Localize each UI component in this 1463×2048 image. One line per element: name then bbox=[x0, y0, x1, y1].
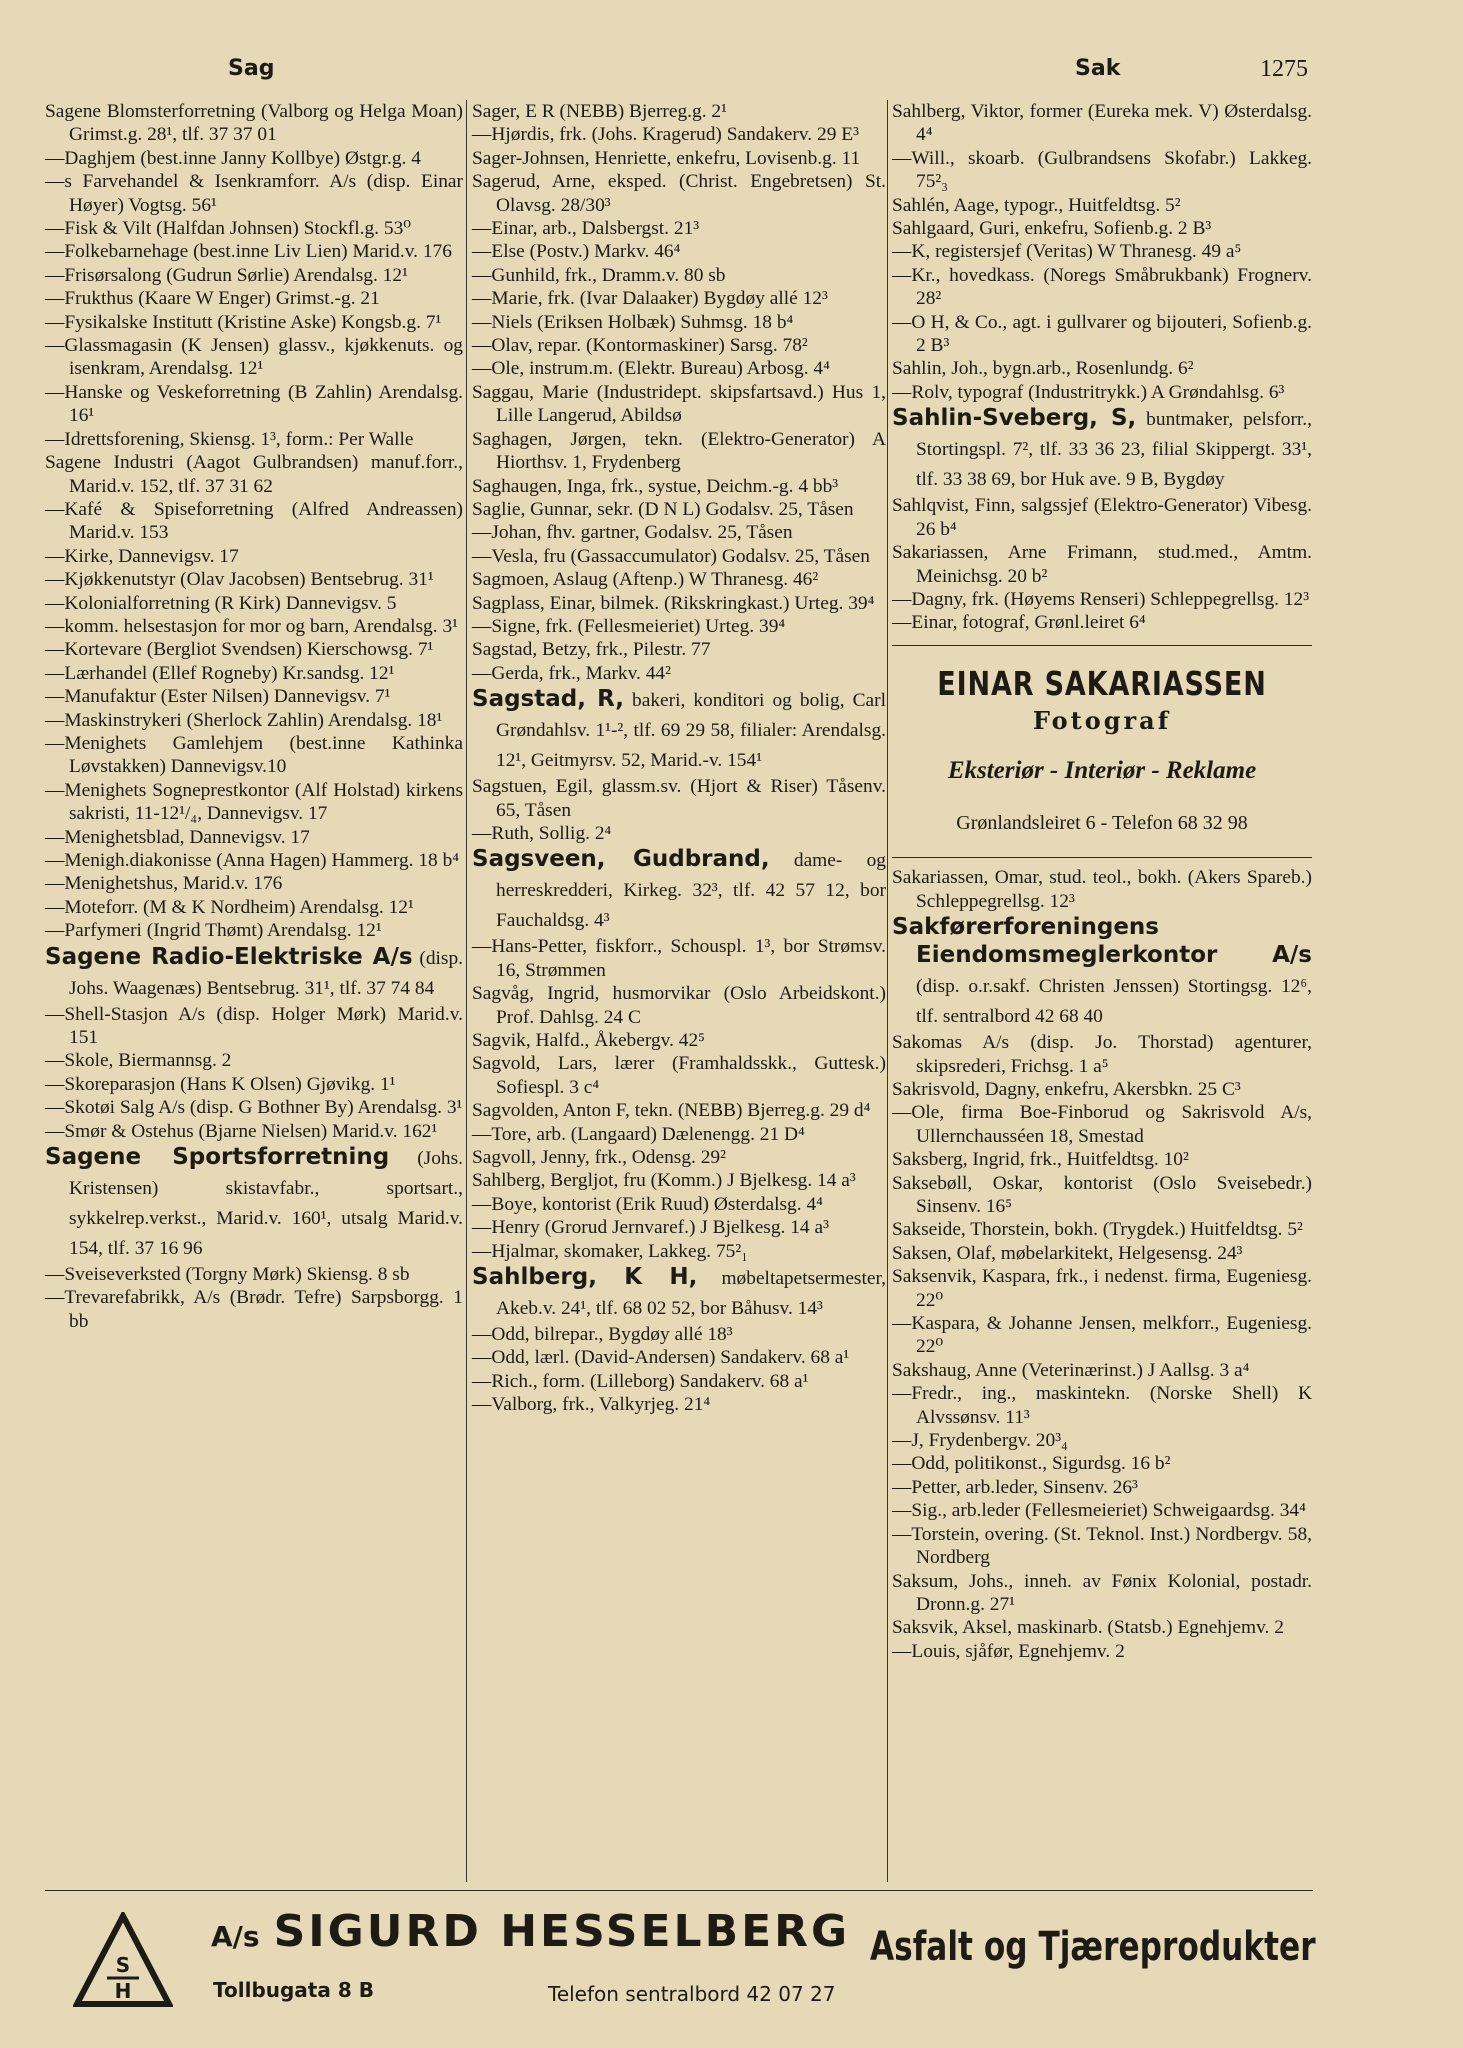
svg-text:H: H bbox=[114, 1979, 132, 2003]
directory-entry: Sagene Industri (Aagot Gulbrandsen) manuf.forr., Marid.v. 152, tlf. 37 31 62 bbox=[45, 452, 463, 497]
directory-entry: —Odd, lærl. (David-Andersen) Sandakerv. 68 a¹ bbox=[472, 1347, 850, 1369]
directory-entry: Saksum, Johs., inneh. av Fønix Kolonial, postadr. Dronn.g. 27¹ bbox=[892, 1570, 1312, 1615]
directory-entry: —Dagny, frk. (Høyems Renseri) Schleppegrellsg. 12³ bbox=[892, 588, 1310, 610]
directory-entry: —Valborg, frk., Valkyrjeg. 21⁴ bbox=[472, 1394, 711, 1416]
directory-entry bbox=[45, 1143, 463, 1263]
running-head-right: Sak bbox=[1075, 56, 1121, 81]
directory-entry: Sahlgaard, Guri, enkefru, Sofienb.g. 2 B³ bbox=[892, 218, 1212, 240]
directory-entry: Saglie, Gunnar, sekr. (D N L) Godalsv. 25, Tåsen bbox=[472, 498, 854, 520]
directory-entry: —Louis, sjåfør, Egnehjemv. 2 bbox=[892, 1640, 1125, 1662]
directory-entry: Saksebøll, Oskar, kontorist (Oslo Sveisebedr.) Sinsenv. 16⁵ bbox=[892, 1172, 1312, 1217]
entry-heading: Sahlberg, K H, bbox=[472, 1264, 698, 1291]
company-phone: Telefon sentralbord 42 07 27 bbox=[548, 1982, 836, 2006]
directory-entry: —Skoreparasjon (Hans K Olsen) Gjøvikg. 1¹ bbox=[45, 1073, 396, 1095]
directory-entry: —K, registersjef (Veritas) W Thranesg. 49 a⁵ bbox=[892, 241, 1242, 263]
directory-entry: Sahlin, Joh., bygn.arb., Rosenlundg. 6² bbox=[892, 358, 1194, 380]
entry-heading: Sagsveen, Gudbrand, bbox=[472, 846, 770, 873]
directory-entry: Saghagen, Jørgen, tekn. (Elektro-Generator) A Hiorthsv. 1, Frydenberg bbox=[472, 428, 886, 474]
directory-entry: —J, Frydenbergv. 20³₄ bbox=[892, 1430, 1068, 1452]
directory-entry: —Kafé & Spiseforretning (Alfred Andreassen) Marid.v. 153 bbox=[45, 498, 463, 544]
directory-entry: —Einar, fotograf, Grønl.leiret 6⁴ bbox=[892, 612, 1146, 634]
directory-entry: —Kaspara, & Johanne Jensen, melkforr., Eugeniesg. 22⁰ bbox=[892, 1313, 1312, 1358]
directory-entry: —Tore, arb. (Langaard) Dælenengg. 21 D⁴ bbox=[472, 1123, 805, 1145]
company-name bbox=[211, 1906, 850, 1957]
directory-entry: Sakariassen, Arne Frimann, stud.med., Amtm. Meinichsg. 20 b² bbox=[892, 542, 1312, 587]
directory-entry: —Lærhandel (Ellef Rogneby) Kr.sandsg. 12¹ bbox=[45, 662, 395, 684]
directory-entry: —Menighets Gamlehjem (best.inne Kathinka Løvstakken) Dannevigsv.10 bbox=[45, 732, 463, 778]
directory-entry: —Kolonialforretning (R Kirk) Dannevigsv. 5 bbox=[45, 592, 397, 614]
directory-entry: Sagvolden, Anton F, tekn. (NEBB) Bjerreg.g. 29 d⁴ bbox=[472, 1100, 871, 1122]
entry-heading: Sahlin-Sveberg, S, bbox=[892, 405, 1137, 432]
directory-entry: Saksvik, Aksel, maskinarb. (Statsb.) Egnehjemv. 2 bbox=[892, 1617, 1284, 1639]
directory-entry: —Niels (Eriksen Holbæk) Suhmsg. 18 b⁴ bbox=[472, 311, 794, 333]
directory-entry: —Parfymeri (Ingrid Thømt) Arendalsg. 12¹ bbox=[45, 920, 382, 942]
company-products: Asfalt og Tjæreprodukter bbox=[870, 1924, 1316, 1970]
company-prefix: A/s bbox=[211, 1920, 260, 1953]
directory-entry: —Skotøi Salg A/s (disp. G Bothner By) Arendalsg. 3¹ bbox=[45, 1097, 463, 1119]
directory-entry: —Johan, fhv. gartner, Godalsv. 25, Tåsen bbox=[472, 522, 793, 544]
directory-entry: Sagstuen, Egil, glassm.sv. (Hjort & Riser) Tåsenv. 65, Tåsen bbox=[472, 776, 886, 821]
directory-entry: —Kr., hovedkass. (Noregs Småbrukbank) Frognerv. 28² bbox=[892, 264, 1312, 310]
directory-entry: —Hanske og Veskeforretning (B Zahlin) Arendalsg. 16¹ bbox=[45, 381, 463, 427]
directory-entry: —Odd, politikonst., Sigurdsg. 16 b² bbox=[892, 1453, 1171, 1475]
directory-entry bbox=[45, 943, 463, 1003]
directory-entry: —Menighetshus, Marid.v. 176 bbox=[45, 873, 283, 895]
directory-entry: Sagvold, Lars, lærer (Framhaldsskk., Guttesk.) Sofiespl. 3 c⁴ bbox=[472, 1053, 886, 1098]
ad-profession: Fotograf bbox=[1032, 706, 1172, 736]
directory-entry: —Einar, arb., Dalsbergst. 21³ bbox=[472, 218, 700, 240]
footer-rule bbox=[45, 1890, 1313, 1891]
directory-entry: —Signe, frk. (Fellesmeieriet) Urteg. 39⁴ bbox=[472, 615, 786, 637]
ad-name: EINAR SAKARIASSEN bbox=[937, 663, 1267, 703]
directory-entry: —s Farvehandel & Isenkramforr. A/s (disp. Einar Høyer) Vogtsg. 56¹ bbox=[45, 171, 463, 216]
column-2 bbox=[472, 100, 886, 1417]
entry-text: (disp. Johs. Waagenæs) Bentsebrug. 31¹, tlf. 37 74 84 bbox=[69, 947, 463, 999]
directory-entry: —Vesla, fru (Gassaccumulator) Godalsv. 25, Tåsen bbox=[472, 545, 870, 567]
directory-entry: —Gerda, frk., Markv. 44² bbox=[472, 662, 671, 684]
ad-services: Eksteriør - Interiør - Reklame bbox=[947, 756, 1257, 784]
directory-entry: —Sig., arb.leder (Fellesmeieriet) Schweigaardsg. 34⁴ bbox=[892, 1500, 1306, 1522]
directory-entry: —Fredr., ing., maskintekn. (Norske Shell) K Alvssønsv. 11³ bbox=[892, 1383, 1312, 1428]
ad-address: Grønlandsleiret 6 - Telefon 68 32 98 bbox=[956, 811, 1248, 834]
directory-entry: —Folkebarnehage (best.inne Liv Lien) Marid.v. 176 bbox=[45, 241, 452, 263]
directory-entry: —Skole, Biermannsg. 2 bbox=[45, 1050, 232, 1072]
directory-entry bbox=[472, 845, 886, 935]
company-street: Tollbugata 8 B bbox=[213, 1978, 374, 2002]
directory-entry: —komm. helsestasjon for mor og barn, Arendalsg. 3¹ bbox=[45, 615, 458, 637]
directory-entry: —Frisørsalong (Gudrun Sørlie) Arendalsg. 12¹ bbox=[45, 264, 408, 286]
directory-entry: —Menighets Sogneprestkontor (Alf Holstad) kirkens sakristi, 11-12¹/₄, Dannevigsv. 17 bbox=[45, 779, 463, 825]
directory-entry: —Ole, instrum.m. (Elektr. Bureau) Arbosg. 4⁴ bbox=[472, 358, 830, 380]
entry-text: møbeltapetsermester, Akeb.v. 24¹, tlf. 68 02 52, bor Båhusv. 14³ bbox=[496, 1268, 886, 1320]
directory-entry: —Hans-Petter, fiskforr., Schouspl. 1³, bor Strømsv. 16, Strømmen bbox=[472, 936, 886, 981]
directory-entry: —Hjørdis, frk. (Johs. Kragerud) Sandakerv. 29 E³ bbox=[472, 124, 859, 146]
directory-entry: Sagstad, Betzy, frk., Pilestr. 77 bbox=[472, 639, 711, 661]
directory-entry: Sahlberg, Viktor, former (Eureka mek. V) Østerdalsg. 4⁴ bbox=[892, 101, 1312, 146]
directory-entry: —Olav, repar. (Kontormaskiner) Sarsg. 78² bbox=[472, 335, 808, 357]
directory-entry: Saksen, Olaf, møbelarkitekt, Helgesensg. 24³ bbox=[892, 1242, 1243, 1264]
entry-heading: Sagene Sportsforretning bbox=[45, 1144, 390, 1171]
directory-entry: Saggau, Marie (Industridept. skipsfartsavd.) Hus 1, Lille Langerud, Abildsø bbox=[472, 381, 886, 427]
directory-entry: —Shell-Stasjon A/s (disp. Holger Mørk) Marid.v. 151 bbox=[45, 1003, 463, 1049]
directory-entry: —Sveiseverksted (Torgny Mørk) Skiensg. 8 sb bbox=[45, 1264, 410, 1286]
directory-entry: —Ruth, Sollig. 2⁴ bbox=[472, 822, 612, 844]
directory-entry bbox=[892, 913, 1312, 1031]
directory-entry: —Petter, arb.leder, Sinsenv. 26³ bbox=[892, 1476, 1138, 1498]
directory-entry: Sagplass, Einar, bilmek. (Rikskringkast.) Urteg. 39⁴ bbox=[472, 592, 875, 614]
directory-entry: Sagvik, Halfd., Åkebergv. 42⁵ bbox=[472, 1030, 705, 1051]
directory-entry: —Trevarefabrikk, A/s (Brødr. Tefre) Sarpsborgg. 1 bb bbox=[45, 1287, 463, 1332]
directory-entry: Sagerud, Arne, eksped. (Christ. Engebretsen) St. Olavsg. 28/30³ bbox=[472, 171, 886, 216]
directory-entry: Sahlén, Aage, typogr., Huitfeldtsg. 5² bbox=[892, 194, 1181, 216]
directory-entry: —Ole, firma Boe-Finborud og Sakrisvold A/s, Ullernchausséen 18, Smestad bbox=[892, 1102, 1312, 1147]
directory-entry: —Glassmagasin (K Jensen) glassv., kjøkkenuts. og isenkram, Arendalsg. 12¹ bbox=[45, 335, 463, 380]
directory-entry: Sakshaug, Anne (Veterinærinst.) J Aallsg. 3 a⁴ bbox=[892, 1359, 1250, 1381]
running-head-left: Sag bbox=[228, 56, 275, 81]
directory-entry: Sakariassen, Omar, stud. teol., bokh. (Akers Spareb.) Schleppegrellsg. 12³ bbox=[892, 867, 1312, 912]
company-logo bbox=[73, 1912, 173, 2012]
directory-entry: —O H, & Co., agt. i gullvarer og bijouteri, Sofienb.g. 2 B³ bbox=[892, 311, 1312, 357]
directory-entry: —Rolv, typograf (Industritrykk.) A Grøndahlsg. 6³ bbox=[892, 381, 1285, 403]
entry-heading: Sagene Radio-Elektriske A/s bbox=[45, 943, 413, 970]
entry-text: (Johs. Kristensen) skistavfabr., sportsart., sykkelrep.verkst., Marid.v. 160¹, utsalg Marid.v. 154, tlf. 37 16 96 bbox=[69, 1148, 463, 1260]
entry-text: bakeri, konditori og bolig, Carl Grøndahlsv. 1¹-², tlf. 69 29 58, filialer: Arendalsg. 12¹, Geitmyrsv. 52, Marid.-v. 154¹ bbox=[496, 690, 886, 772]
entry-text: dame- og herreskredderi, Kirkeg. 32³, tlf. 42 57 12, bor Fauchaldsg. 4³ bbox=[496, 850, 886, 932]
directory-entry: —Daghjem (best.inne Janny Kollbye) Østgr.g. 4 bbox=[45, 147, 421, 169]
directory-entry: Sakomas A/s (disp. Jo. Thorstad) agenturer, skipsrederi, Frichsg. 1 a⁵ bbox=[892, 1032, 1312, 1077]
directory-entry: —Smør & Ostehus (Bjarne Nielsen) Marid.v. 162¹ bbox=[45, 1120, 438, 1142]
directory-entry: —Frukthus (Kaare W Enger) Grimst.-g. 21 bbox=[45, 288, 380, 310]
directory-entry bbox=[472, 1263, 886, 1323]
directory-entry bbox=[892, 404, 1312, 494]
entry-text: (disp. o.r.sakf. Christen Jenssen) Stortingsg. 12⁶, tlf. sentralbord 42 68 40 bbox=[916, 976, 1312, 1028]
column-3 bbox=[892, 100, 1312, 1663]
directory-entry: —Idrettsforening, Skiensg. 1³, form.: Per Walle bbox=[45, 428, 414, 450]
directory-entry: —Marie, frk. (Ivar Dalaaker) Bygdøy allé 12³ bbox=[472, 288, 828, 310]
directory-entry: —Fisk & Vilt (Halfdan Johnsen) Stockfl.g. 53⁰ bbox=[45, 218, 412, 240]
directory-entry: —Will., skoarb. (Gulbrandsens Skofabr.) Lakkeg. 75²₃ bbox=[892, 147, 1312, 193]
page-number: 1275 bbox=[1260, 56, 1308, 82]
directory-entry: Sagmoen, Aslaug (Aftenp.) W Thranesg. 46² bbox=[472, 569, 819, 591]
entry-heading: Sakførerforeningens Eiendomsmeglerkontor A/s bbox=[892, 914, 1312, 969]
directory-entry: Sager-Johnsen, Henriette, enkefru, Lovisenb.g. 11 bbox=[472, 147, 861, 169]
directory-entry: Sagvoll, Jenny, frk., Odensg. 29² bbox=[472, 1147, 726, 1169]
directory-entry: —Kortevare (Bergliot Svendsen) Kierschowsg. 7¹ bbox=[45, 639, 434, 661]
directory-entry bbox=[472, 685, 886, 775]
directory-entry: Sakrisvold, Dagny, enkefru, Akersbkn. 25 C³ bbox=[892, 1078, 1241, 1100]
directory-entry: Saksberg, Ingrid, frk., Huitfeldtsg. 10² bbox=[892, 1149, 1189, 1171]
svg-text:S: S bbox=[115, 1953, 131, 1977]
column-divider bbox=[466, 100, 467, 1882]
company-title: SIGURD HESSELBERG bbox=[273, 1906, 851, 1957]
column-1 bbox=[45, 100, 463, 1333]
directory-entry: —Maskinstrykeri (Sherlock Zahlin) Arendalsg. 18¹ bbox=[45, 709, 443, 731]
directory-entry: Saghaugen, Inga, frk., systue, Deichm.-g. 4 bb³ bbox=[472, 475, 839, 497]
directory-entry: —Henry (Grorud Jernvaref.) J Bjelkesg. 14 a³ bbox=[472, 1217, 829, 1239]
directory-entry: Sagvåg, Ingrid, husmorvikar (Oslo Arbeidskont.) Prof. Dahlsg. 24 C bbox=[472, 983, 886, 1028]
directory-entry: Sagene Blomsterforretning (Valborg og Helga Moan) Grimst.g. 28¹, tlf. 37 37 01 bbox=[45, 101, 463, 146]
directory-entry: —Kirke, Dannevigsv. 17 bbox=[45, 545, 239, 567]
directory-entry: —Boye, kontorist (Erik Ruud) Østerdalsg. 4⁴ bbox=[472, 1193, 823, 1215]
column-divider bbox=[887, 100, 888, 1882]
directory-entry: —Kjøkkenutstyr (Olav Jacobsen) Bentsebrug. 31¹ bbox=[45, 569, 434, 591]
directory-entry: Saksenvik, Kaspara, frk., i nedenst. firma, Eugeniesg. 22⁰ bbox=[892, 1266, 1312, 1311]
directory-entry: Sahlberg, Bergljot, fru (Komm.) J Bjelkesg. 14 a³ bbox=[472, 1170, 856, 1192]
entry-text: buntmaker, pelsforr., Stortingspl. 7², tlf. 33 36 23, filial Skippergt. 33¹, tlf. 33 38 69, bor Huk ave. 9 B, Bygdøy bbox=[916, 409, 1312, 491]
directory-entry: Sakseide, Thorstein, bokh. (Trygdek.) Huitfeldtsg. 5² bbox=[892, 1219, 1303, 1241]
footer-advertisement bbox=[45, 1900, 1316, 2030]
directory-entry: —Torstein, overing. (St. Teknol. Inst.) Nordbergv. 58, Nordberg bbox=[892, 1523, 1312, 1569]
directory-entry: —Rich., form. (Lilleborg) Sandakerv. 68 a¹ bbox=[472, 1370, 809, 1392]
directory-entry: —Fysikalske Institutt (Kristine Aske) Kongsb.g. 7¹ bbox=[45, 311, 442, 333]
directory-entry: —Manufaktur (Ester Nilsen) Dannevigsv. 7¹ bbox=[45, 686, 391, 708]
directory-entry: —Moteforr. (M & K Nordheim) Arendalsg. 12¹ bbox=[45, 896, 414, 918]
directory-entry: —Menigh.diakonisse (Anna Hagen) Hammerg. 18 b⁴ bbox=[45, 850, 460, 871]
directory-entry: —Odd, bilrepar., Bygdøy allé 18³ bbox=[472, 1324, 733, 1346]
directory-entry: —Else (Postv.) Markv. 46⁴ bbox=[472, 241, 681, 263]
directory-entry: Sager, E R (NEBB) Bjerreg.g. 2¹ bbox=[472, 101, 727, 122]
photographer-advertisement bbox=[892, 645, 1312, 859]
entry-heading: Sagstad, R, bbox=[472, 686, 625, 713]
directory-entry: —Gunhild, frk., Dramm.v. 80 sb bbox=[472, 264, 726, 286]
directory-entry: —Hjalmar, skomaker, Lakkeg. 75²₁ bbox=[472, 1240, 748, 1262]
directory-entry: Sahlqvist, Finn, salgssjef (Elektro-Generator) Vibesg. 26 b⁴ bbox=[892, 495, 1312, 540]
directory-entry: —Menighetsblad, Dannevigsv. 17 bbox=[45, 826, 310, 848]
